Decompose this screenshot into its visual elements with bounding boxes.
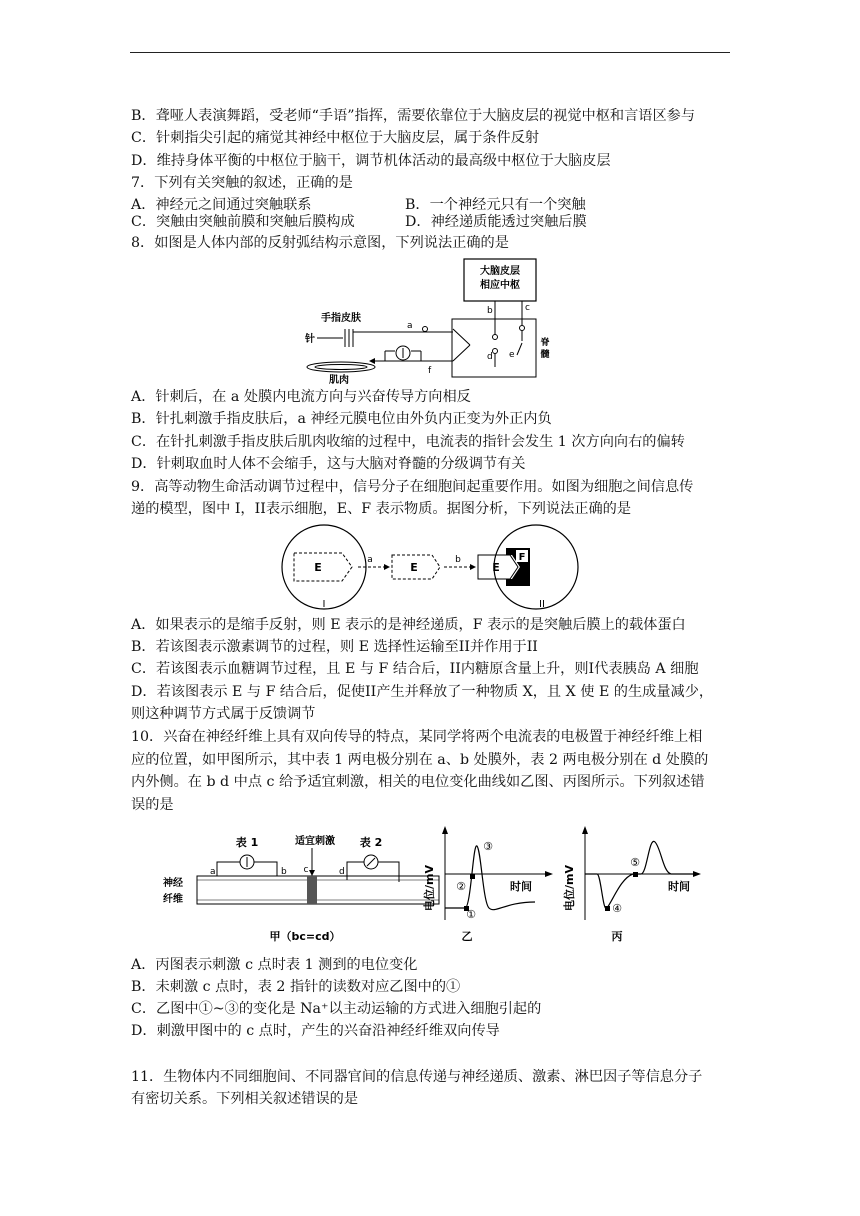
q8-option-d: D．针刺取血时人体不会缩手，这与大脑对脊髓的分级调节有关 bbox=[131, 456, 526, 472]
label-b: b bbox=[455, 555, 461, 565]
brain-label-1: 大脑皮层 bbox=[480, 266, 520, 277]
q10-option-b: B．未刺激 c 点时，表 2 指针的读数对应乙图中的① bbox=[131, 979, 461, 995]
q8-option-a: A．针刺后，在 a 处膜内电流方向与兴奋传导方向相反 bbox=[131, 389, 471, 405]
n2: ② bbox=[456, 880, 466, 893]
nerve-label-1: 神经 bbox=[163, 878, 183, 889]
meter1-label: 表 1 bbox=[235, 836, 259, 849]
q9-option-b: B．若该图表示激素调节的过程，则 E 选择性运输至II并作用于II bbox=[131, 639, 538, 655]
q6-option-b: B．聋哑人表演舞蹈，受老师“手语”指挥，需要依靠位于大脑皮层的视觉中枢和言语区参与 bbox=[131, 108, 696, 124]
skin-label: 手指皮肤 bbox=[321, 313, 361, 324]
spine-label-1: 脊 bbox=[540, 338, 550, 348]
label-bing: 丙 bbox=[611, 930, 623, 943]
label-e-3: E bbox=[492, 561, 500, 574]
q9-stem-2: 递的模型，图中 I，II表示细胞，E、F 表示物质。据图分析，下列说法正确的是 bbox=[131, 501, 632, 517]
label-a: a bbox=[407, 321, 413, 331]
label-i: I bbox=[322, 599, 326, 610]
label-ii: II bbox=[539, 599, 545, 610]
label-a: a bbox=[210, 867, 216, 877]
xlabel-bing: 时间 bbox=[668, 880, 690, 893]
q8-option-b: B．针扎刺激手指皮肤后，a 神经元膜电位由外负内正变为外正内负 bbox=[131, 411, 552, 427]
label-b: b bbox=[487, 306, 493, 316]
ylabel-bing: 电位/mV bbox=[563, 865, 576, 911]
nerve-label-2: 纤维 bbox=[163, 894, 183, 905]
label-yi: 乙 bbox=[461, 930, 473, 943]
n4: ④ bbox=[612, 902, 622, 915]
label-d: d bbox=[487, 352, 493, 362]
q9-option-d-2: 则这种调节方式属于反馈调节 bbox=[131, 706, 316, 722]
q10-stem-3: 内外侧。在 b d 中点 c 给予适宜刺激，相关的电位变化曲线如乙图、丙图所示。下列叙述错 bbox=[131, 774, 705, 790]
spine-label-2: 髓 bbox=[540, 350, 550, 360]
header-rule bbox=[130, 52, 730, 53]
n5: ⑤ bbox=[630, 856, 640, 869]
reflex-arc-figure bbox=[295, 255, 555, 385]
q10-option-c: C．乙图中①~③的变化是 Na⁺以主动运输的方式进入细胞引起的 bbox=[131, 1001, 542, 1017]
q7-option-a: A．神经元之间通过突触联系 bbox=[131, 197, 312, 213]
signal-model-figure bbox=[280, 522, 585, 612]
q10-stem-2: 应的位置，如甲图所示，其中表 1 两电极分别在 a、b 处膜外，表 2 两电极分别在 d 处膜的 bbox=[131, 752, 709, 768]
n3: ③ bbox=[483, 840, 493, 853]
meter2-label: 表 2 bbox=[359, 836, 383, 849]
caption-jia: 甲（bc=cd） bbox=[269, 930, 341, 943]
label-d: d bbox=[339, 867, 345, 877]
q9-stem-1: 9．高等动物生命活动调节过程中，信号分子在细胞间起重要作用。如图为细胞之间信息传 bbox=[131, 479, 694, 495]
q9-option-c: C．若该图表示血糖调节过程，且 E 与 F 结合后，II内糖原含量上升，则I代表胰岛 A 细胞 bbox=[131, 661, 699, 677]
label-c: c bbox=[525, 303, 530, 313]
q11-stem-2: 有密切关系。下列相关叙述错误的是 bbox=[131, 1091, 359, 1107]
stim-label: 适宜刺激 bbox=[295, 836, 335, 847]
q8-stem: 8．如图是人体内部的反射弧结构示意图，下列说法正确的是 bbox=[131, 235, 509, 251]
n1: ① bbox=[466, 908, 476, 921]
nerve-fiber-figure bbox=[155, 822, 715, 948]
q11-stem-1: 11．生物体内不同细胞间、不同器官间的信息传递与神经递质、激素、淋巴因子等信息分子 bbox=[131, 1069, 703, 1085]
q10-option-a: A．丙图表示刺激 c 点时表 1 测到的电位变化 bbox=[131, 957, 418, 973]
q7-option-b: B．一个神经元只有一个突触 bbox=[405, 197, 586, 213]
ylabel-yi: 电位/mV bbox=[423, 865, 436, 911]
label-f: F bbox=[518, 552, 526, 563]
q9-option-a: A．如果表示的是缩手反射，则 E 表示的是神经递质，F 表示的是突触后膜上的载体蛋白 bbox=[131, 617, 686, 633]
needle-label: 针 bbox=[305, 334, 315, 345]
q7-option-c: C．突触由突触前膜和突触后膜构成 bbox=[131, 214, 355, 230]
muscle-label: 肌肉 bbox=[329, 375, 349, 385]
label-a: a bbox=[367, 555, 373, 565]
xlabel-yi: 时间 bbox=[510, 880, 532, 893]
label-e-2: E bbox=[410, 561, 418, 574]
q10-stem-4: 误的是 bbox=[131, 797, 174, 813]
q10-option-d: D．刺激甲图中的 c 点时，产生的兴奋沿神经纤维双向传导 bbox=[131, 1023, 500, 1039]
q6-option-d: D．维持身体平衡的中枢位于脑干，调节机体活动的最高级中枢位于大脑皮层 bbox=[131, 153, 611, 169]
label-f: f bbox=[428, 366, 432, 376]
q7-stem: 7．下列有关突触的叙述，正确的是 bbox=[131, 175, 353, 191]
label-c: c bbox=[303, 865, 309, 875]
label-e: e bbox=[509, 350, 515, 360]
q9-option-d-1: D．若该图表示 E 与 F 结合后，促使II产生并释放了一种物质 X，且 X 使 E 的生成量减少， bbox=[131, 684, 714, 700]
brain-label-2: 相应中枢 bbox=[480, 280, 520, 291]
label-e-1: E bbox=[314, 561, 322, 574]
q10-stem-1: 10．兴奋在神经纤维上具有双向传导的特点，某同学将两个电流表的电极置于神经纤维上相 bbox=[131, 729, 703, 745]
q8-option-c: C．在针扎刺激手指皮肤后肌肉收缩的过程中，电流表的指针会发生 1 次方向向右的偏转 bbox=[131, 434, 685, 450]
q6-option-c: C．针刺指尖引起的痛觉其神经中枢位于大脑皮层，属于条件反射 bbox=[131, 130, 540, 146]
label-b: b bbox=[281, 867, 287, 877]
q7-option-d: D．神经递质能透过突触后膜 bbox=[405, 214, 587, 230]
